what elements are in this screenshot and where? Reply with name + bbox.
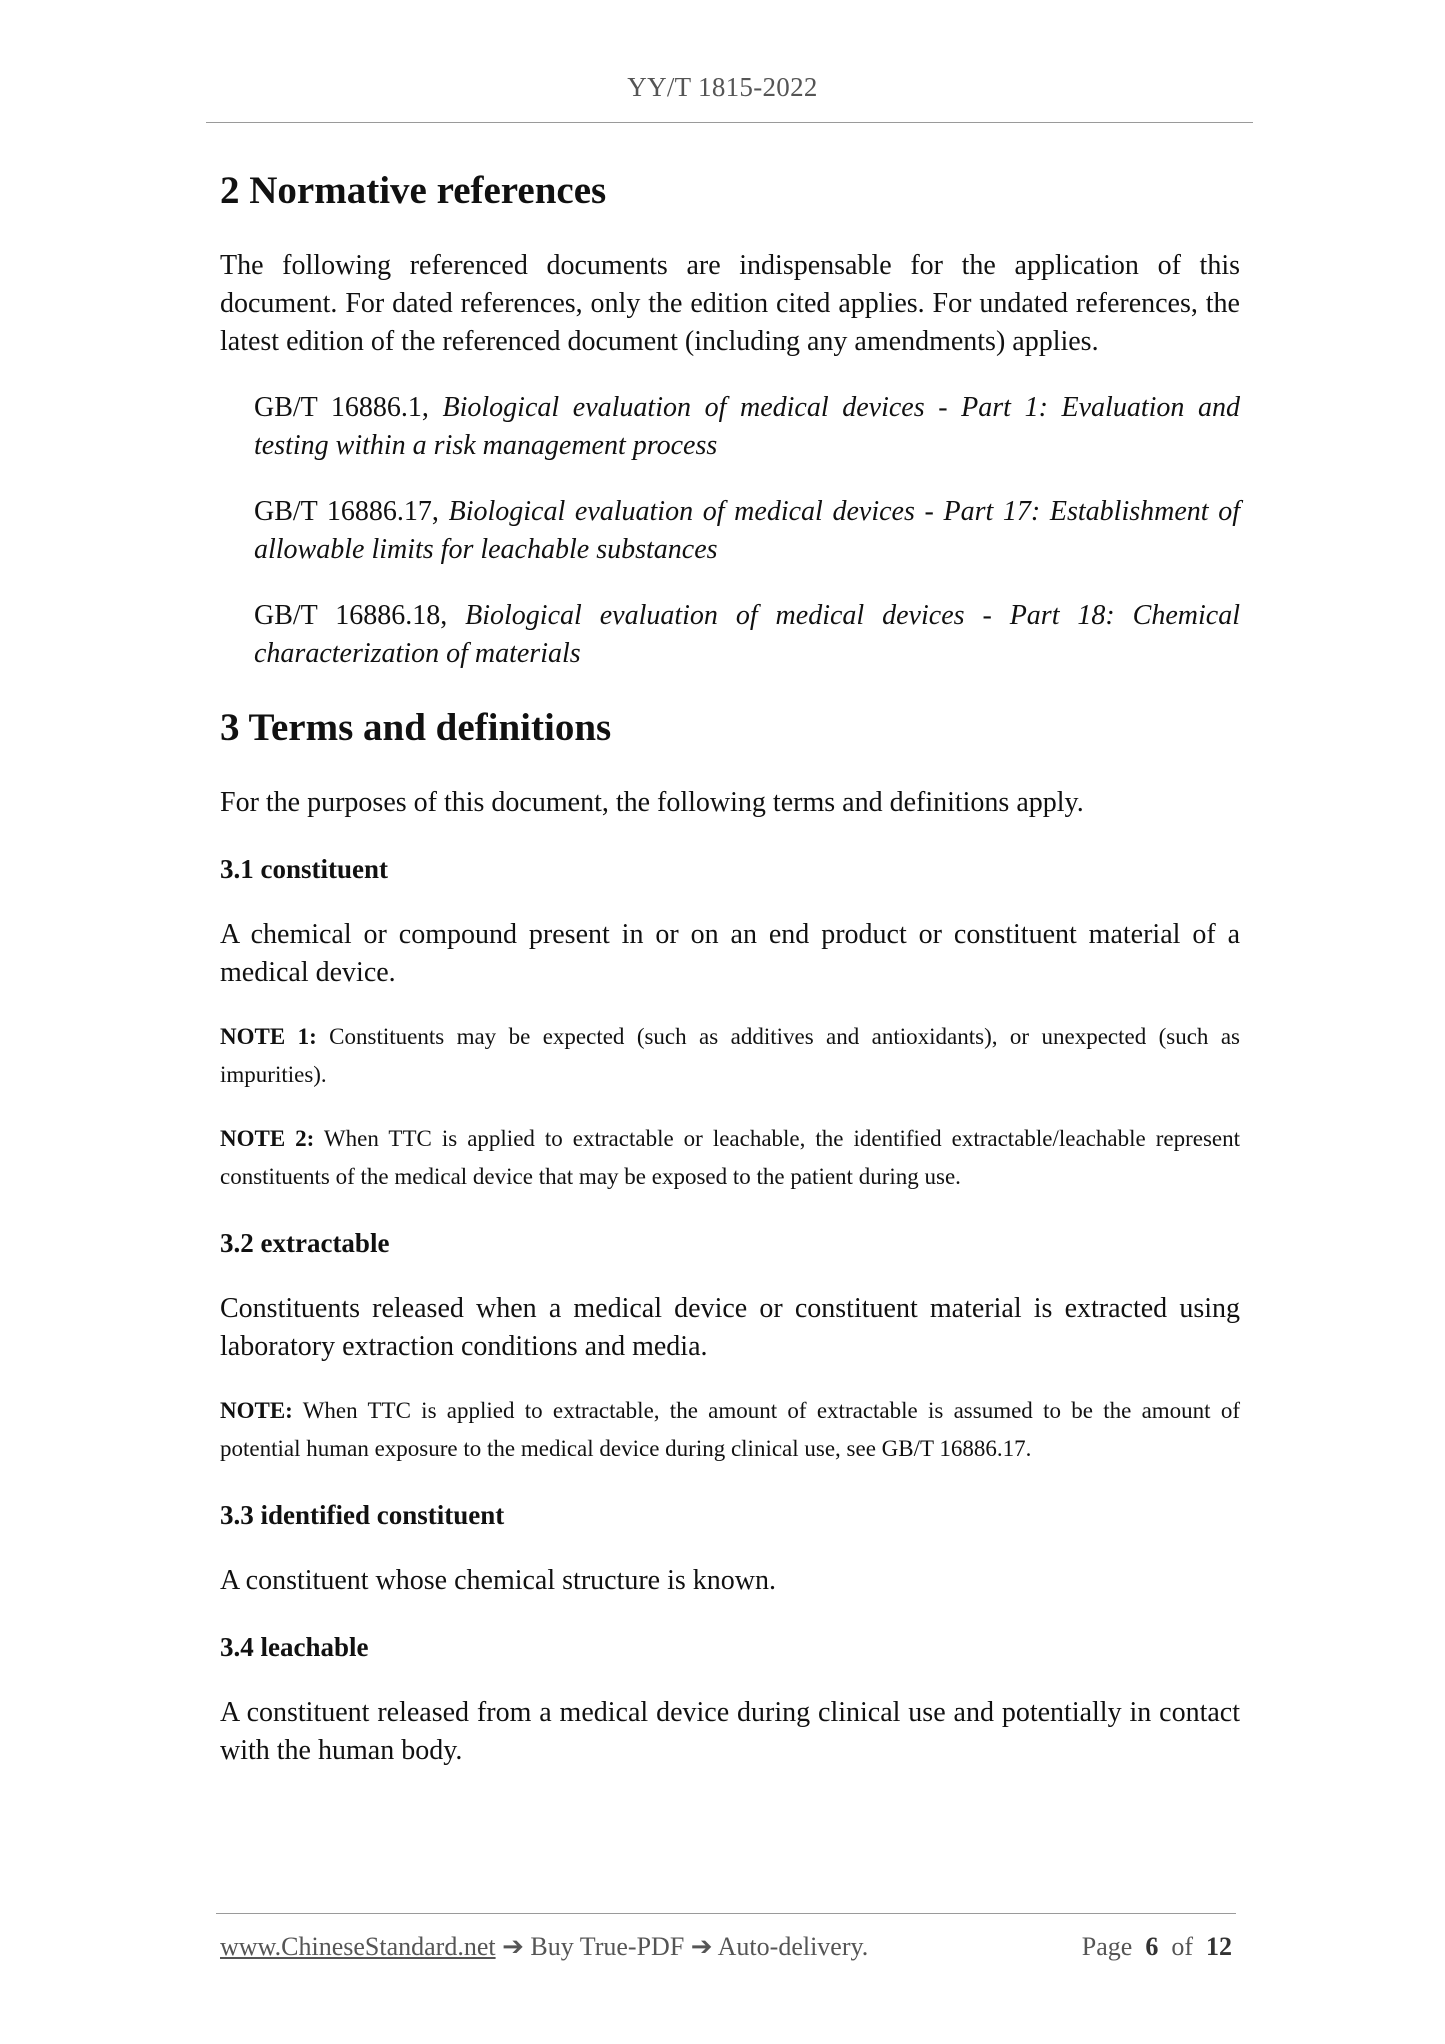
term-3-3-heading: 3.3 identified constituent (220, 1499, 505, 1530)
reference-item (220, 389, 1240, 465)
term-3-2-heading: 3.2 extractable (220, 1227, 390, 1258)
auto-delivery-text: Auto-delivery. (717, 1932, 869, 1961)
arrow-right-icon: ➔ (684, 1932, 718, 1961)
reference-title: Biological evaluation of medical devices - Part 17: Establishment of allowable limits for leachable substances (254, 495, 1240, 565)
term-3-4-heading: 3.4 leachable (220, 1631, 369, 1662)
note-label: NOTE: (220, 1397, 293, 1423)
note-text: Constituents may be expected (such as additives and antioxidants), or unexpected (such as impurities). (220, 1023, 1240, 1087)
reference-code: GB/T 16886.17, (254, 495, 449, 527)
page-footer (220, 1932, 1232, 1962)
term-3-1-note-2 (220, 1120, 1240, 1196)
footer-divider (216, 1913, 1236, 1914)
current-page: 6 (1145, 1932, 1159, 1961)
footer-promo (220, 1932, 868, 1962)
normative-references-intro: The following referenced documents are indispensable for the application of this document. For dated references, only the edition cited applies. For undated references, the latest edition of the referenced document (including any amendments) applies. (220, 249, 1240, 357)
term-3-1-definition: A chemical or compound present in or on an end product or constituent material of a medical device. (220, 918, 1240, 988)
term-3-2-definition: Constituents released when a medical device or constituent material is extracted using laboratory extraction conditions and media. (220, 1292, 1240, 1362)
reference-item (220, 597, 1240, 673)
note-text: When TTC is applied to extractable or leachable, the identified extractable/leachable represent constituents of the medical device that may be exposed to the patient during use. (220, 1125, 1240, 1189)
note-label: NOTE 2: (220, 1125, 315, 1151)
page-content (220, 168, 1240, 1770)
note-label: NOTE 1: (220, 1023, 317, 1049)
reference-title: Biological evaluation of medical devices - Part 18: Chemical characterization of materials (254, 599, 1240, 669)
term-3-2-note (220, 1392, 1240, 1468)
terms-intro: For the purposes of this document, the following terms and definitions apply. (220, 786, 1084, 818)
header-divider (206, 122, 1253, 123)
total-pages: 12 (1206, 1932, 1232, 1961)
reference-code: GB/T 16886.1, (254, 391, 443, 423)
reference-code: GB/T 16886.18, (254, 599, 466, 631)
standard-code-header: YY/T 1815-2022 (627, 72, 818, 102)
of-word: of (1171, 1932, 1193, 1961)
term-3-4-definition: A constituent released from a medical device during clinical use and potentially in contact with the human body. (220, 1696, 1240, 1766)
chinese-standard-link[interactable]: www.ChineseStandard.net (220, 1932, 496, 1961)
term-3-3-definition: A constituent whose chemical structure is known. (220, 1564, 776, 1596)
term-3-1-note-1 (220, 1018, 1240, 1094)
page-number (1082, 1932, 1232, 1962)
section-3-heading: 3 Terms and definitions (220, 705, 612, 749)
reference-title: Biological evaluation of medical devices - Part 1: Evaluation and testing within a risk management process (254, 391, 1240, 461)
term-3-1-heading: 3.1 constituent (220, 853, 388, 884)
section-2-heading: 2 Normative references (220, 169, 607, 212)
note-text: When TTC is applied to extractable, the amount of extractable is assumed to be the amount of potential human exposure to the medical device during clinical use, see GB/T 16886.17. (220, 1397, 1240, 1461)
buy-true-pdf-text: Buy True-PDF (530, 1932, 685, 1961)
arrow-right-icon: ➔ (495, 1932, 531, 1961)
page-word: Page (1081, 1932, 1133, 1961)
reference-item (220, 493, 1240, 569)
